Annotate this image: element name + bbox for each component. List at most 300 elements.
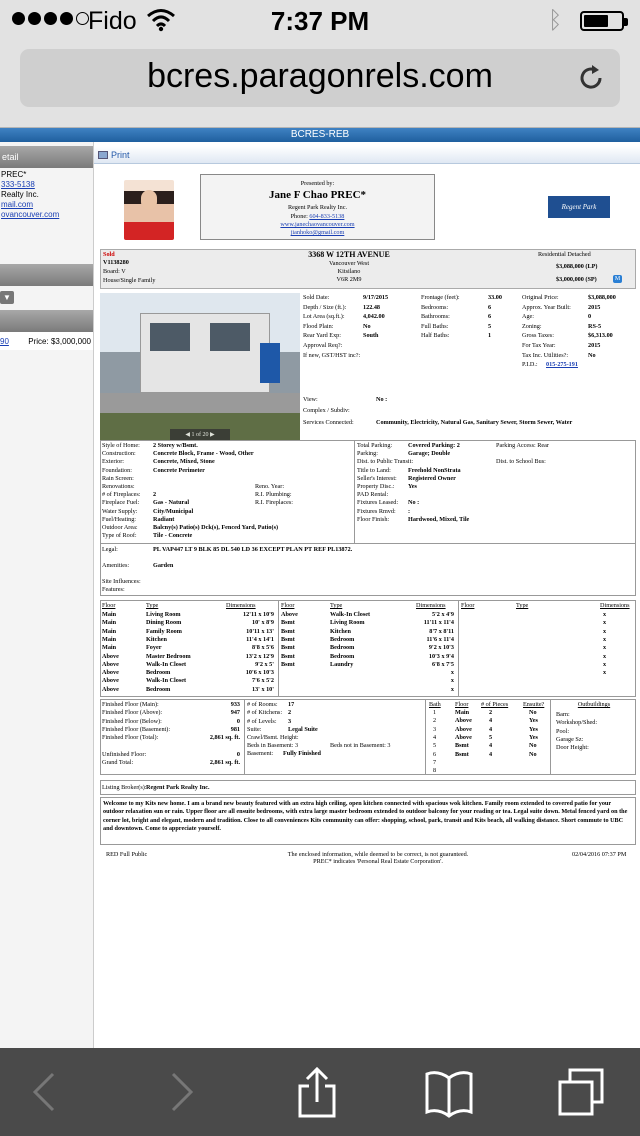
construction-label: Fuel/Heating: (102, 515, 137, 523)
parking-label: Dist. to Public Transit: (357, 458, 414, 466)
agent-info-box (200, 174, 435, 240)
detail-label: Rear Yard Exp: (303, 332, 341, 340)
bath-cell: 5 (489, 733, 493, 741)
legal-label: Legal: (102, 546, 118, 553)
bath-cell: 2 (489, 709, 493, 716)
room-dimensions: 11'4 x 14'1 (246, 635, 274, 643)
agent-company: Regent Park Realty Inc. (287, 204, 348, 211)
outbuilding-label: Pool: (556, 727, 570, 735)
parking-value: Yes (408, 483, 417, 490)
room-dimensions: 10'6 x 10'3 (245, 669, 274, 677)
room-type: Foyer (146, 644, 162, 652)
room-dimensions: x (450, 685, 454, 693)
sidebar-line[interactable]: 333-5138 (1, 180, 35, 189)
agent-email-link[interactable]: jianhoko@gmail.com (290, 229, 345, 236)
room-count-label: # of Kitchens: (247, 709, 283, 717)
reload-icon[interactable] (576, 63, 606, 93)
property-photo[interactable]: ◀ 1 of 20 ▶ (100, 293, 300, 441)
reno-label: Reno. Year: (255, 483, 285, 490)
map-icon[interactable]: M (614, 276, 621, 282)
detail-label: Age: (522, 313, 535, 321)
outbuilding-label: Garage Sz: (556, 735, 584, 743)
rooms-header: Floor (281, 602, 295, 609)
parking-extra: Parking Access: Rear (496, 442, 549, 449)
area-value: 981 (230, 725, 240, 733)
detail-value: 2015 (588, 342, 601, 349)
room-dimensions: 10'11 x 13' (246, 627, 274, 635)
pid-link[interactable]: 015-275-191 (546, 361, 578, 369)
area-label: Finished Floor (Main): (102, 701, 159, 708)
construction-value: Balcny(s) Patio(s) Dck(s), Fenced Yard, Patio(s) (153, 524, 279, 531)
detail-value: 4,042.00 (363, 313, 385, 321)
room-dimensions: 11'6 x 11'4 (426, 635, 454, 643)
print-button[interactable] (98, 150, 130, 160)
printer-icon (98, 151, 108, 159)
room-count-label: Crawl/Bsmt. Height: (247, 734, 299, 742)
area-value: 0 (236, 750, 240, 758)
room-floor: Above (281, 611, 298, 618)
construction-label: # of Fireplaces: (102, 491, 141, 499)
detail-label: Frontage (feet): (421, 294, 460, 301)
listing-mls: V1138280 (103, 259, 129, 266)
beds-basement: Beds in Basement: 3 (247, 742, 299, 749)
browser-toolbar (0, 1048, 640, 1136)
detail-label: Half Baths: (421, 332, 450, 340)
bath-cell: 4 (489, 725, 493, 733)
battery-icon (580, 11, 624, 31)
room-dimensions: 12'11 x 10'9 (243, 611, 274, 618)
room-dimensions: 8'8 x 5'6 (251, 644, 274, 652)
basement-label: Basement: (247, 750, 274, 757)
forward-icon[interactable] (156, 1066, 206, 1118)
area-value: 947 (230, 709, 240, 717)
room-type: Dining Room (146, 619, 182, 627)
rooms-header: Dimensions (600, 602, 630, 609)
reno-label: R.I. Fireplaces: (255, 499, 293, 507)
status-time: 7:37 PM (270, 6, 370, 36)
bluetooth-icon: ᛒ (548, 7, 563, 34)
parking-value: Garage; Double (408, 450, 451, 458)
phone-label: Phone: (290, 213, 308, 220)
detail-value: 6 (488, 303, 492, 311)
area-label: Finished Floor (Below): (102, 717, 162, 725)
dropdown-arrow-icon[interactable]: ▼ (0, 291, 14, 304)
rooms-header: Floor (102, 602, 116, 609)
bath-cell: 7 (433, 758, 437, 766)
outbuilding-label: Workshop/Shed: (556, 719, 598, 727)
sidebar-panel (0, 142, 94, 1048)
back-icon[interactable] (20, 1066, 70, 1118)
room-floor: Bsmt (281, 644, 295, 652)
parking-label: Floor Finish: (357, 515, 390, 523)
parking-value: No : (408, 499, 420, 507)
listing-category: Residential Detached (538, 251, 591, 258)
detail-label: P.I.D.: (522, 361, 538, 369)
detail-value: 33.00 (488, 294, 502, 301)
agent-photo (124, 180, 174, 240)
listing-area: Kitsilano (337, 268, 361, 275)
detail-value: 0 (588, 313, 592, 321)
construction-value: Tile - Concrete (153, 532, 193, 540)
bath-cell: 1 (433, 709, 437, 716)
url-text[interactable]: bcres.paragonrels.com (147, 57, 493, 95)
area-label: Finished Floor (Basement): (102, 725, 171, 733)
room-dimensions: x (603, 660, 607, 668)
room-type: Walk-In Closet (146, 660, 187, 668)
detail-label: Bedrooms: (421, 303, 449, 311)
room-floor: Bsmt (281, 652, 295, 660)
area-label: Finished Floor (Above): (102, 709, 163, 717)
area-value: 0 (236, 717, 240, 725)
room-dimensions: 5'2 x 4'9 (431, 611, 454, 618)
detail-value: $6,313.00 (588, 332, 613, 340)
detail-label: Full Baths: (421, 322, 449, 330)
construction-value: Concrete Block, Frame - Wood, Other (153, 450, 254, 458)
bath-cell: Yes (529, 725, 538, 733)
bath-header: Bath (429, 701, 441, 708)
bath-cell: No (529, 750, 537, 758)
room-floor: Above (102, 660, 119, 668)
detail-label: Zoning: (522, 322, 542, 330)
parking-value: : (408, 507, 411, 515)
site-header (0, 128, 640, 142)
construction-value: 2 Storey w/Bsmt. (153, 442, 198, 449)
construction-label: Type of Roof: (102, 532, 137, 540)
room-dimensions: x (450, 669, 454, 677)
parking-label: Fixtures Rmvd: (357, 507, 396, 515)
parking-label: Title to Land: (357, 466, 391, 474)
broker-value: Regent Park Realty Inc. (146, 784, 210, 791)
room-dimensions: 11'11 x 11'4 (423, 619, 454, 627)
room-floor: Bsmt (281, 635, 295, 643)
footer-left: RED Full Public (106, 851, 148, 858)
construction-label: Foundation: (102, 466, 132, 474)
detail-label: Approx. Year Built: (522, 303, 571, 311)
rooms-header: Dimensions (416, 602, 446, 609)
construction-label: Renovations: (102, 483, 135, 490)
parking-label: Property Disc.: (357, 483, 395, 490)
room-type: Living Room (330, 619, 365, 627)
room-floor: Main (102, 627, 117, 635)
report-toolbar (94, 146, 640, 164)
sidebar-row-price: Price: $3,000,000 (28, 337, 91, 346)
divider (458, 600, 459, 697)
bath-cell: 5 (433, 742, 437, 750)
legal-box (100, 544, 636, 596)
rooms-header: Type (330, 602, 343, 609)
room-dimensions: x (603, 644, 607, 652)
room-count-label: # of Rooms: (247, 701, 278, 708)
construction-value: Gas - Natural (153, 499, 190, 507)
brokerage-logo: Regent Park (548, 196, 610, 218)
public-remarks: Welcome to my Kits new home. I am a brand new beauty featured with an extra high ceiling, open kitchen connected with spacious wok kitchen. Family room extended to covered patio for your outdoor relaxation sun or rain. Upper floor are all ensuite bedrooms, with extra large master bedroom extended to outdoor balcony for your reading or tea. Legal suite down. Metal fenced yard on the corner lot, bright and elegant, modern and tradition. Close to all conveniences Kits community can offer: shopping, school, park, transit and Kits beach, all walking distance. Short commute to UBC and downtown. Come to appreciate yourself. (103, 800, 628, 833)
amenities-label: Amenities: (102, 562, 130, 569)
bath-header: Ensuite? (523, 701, 545, 708)
room-dimensions: x (603, 619, 607, 627)
construction-label: Fireplace Fuel: (102, 499, 140, 507)
bath-cell: Bsmt (455, 742, 469, 750)
bath-header: Floor (455, 701, 469, 708)
room-floor: Main (102, 635, 117, 643)
footer-disclaimer: The enclosed information, while deemed to be correct, is not guaranteed. (287, 851, 469, 858)
bath-cell: 4 (489, 717, 493, 725)
construction-label: Water Supply: (102, 507, 138, 515)
room-type: Family Room (146, 627, 182, 635)
room-type: Living Room (146, 611, 181, 618)
parking-value: Covered Parking: 2 (408, 442, 460, 449)
listing-city: Vancouver West (328, 260, 370, 267)
parking-value: Hardwood, Mixed, Tile (408, 515, 470, 523)
outbuilding-label: Barn: (556, 711, 570, 718)
detail-label: Original Price: (522, 294, 559, 301)
rooms-header: Type (146, 602, 159, 609)
divider (278, 600, 279, 697)
agent-phone-row (201, 213, 434, 220)
detail-label: Flood Plain: (303, 322, 334, 330)
room-floor: Above (102, 669, 119, 677)
room-dimensions: x (603, 669, 607, 677)
bath-cell: 3 (433, 725, 437, 733)
bath-cell: Yes (529, 717, 538, 725)
room-dimensions: 8'7 x 8'11 (429, 627, 454, 635)
sidebar-section-header (0, 264, 93, 286)
room-count-value: 2 (288, 709, 292, 717)
divider (354, 440, 355, 544)
sidebar-select-row (0, 286, 93, 310)
sidebar-row-id[interactable]: 90 (0, 337, 9, 346)
presented-by: Presented by: (300, 180, 335, 187)
room-dimensions: x (603, 611, 607, 618)
room-floor: Main (102, 611, 117, 618)
listing-type: House/Single Family (103, 277, 156, 284)
sidebar-line: PREC* (1, 170, 27, 179)
outbuildings-header: Outbuildings (577, 701, 611, 708)
room-floor: Bsmt (281, 660, 295, 668)
construction-value: Concrete Perimeter (153, 466, 205, 474)
detail-label: Approval Req?: (303, 342, 343, 349)
room-floor: Above (102, 685, 119, 693)
room-dimensions: x (603, 627, 607, 635)
room-count-label: # of Levels: (247, 717, 277, 725)
detail-value: No (588, 351, 596, 359)
listing-address: 3368 W 12TH AVENUE (308, 250, 390, 259)
bath-cell: 2 (433, 717, 437, 725)
construction-value: 2 (153, 491, 157, 499)
beds-not-basement: Beds not in Basement: 3 (330, 742, 391, 749)
room-count-label: Suite: (247, 725, 262, 733)
construction-label: Rain Screen: (102, 474, 134, 482)
tabs-icon[interactable] (556, 1066, 606, 1118)
area-label: Unfinished Floor: (102, 750, 147, 758)
detail-label: Gross Taxes: (522, 332, 554, 340)
room-count-value: 3 (288, 717, 292, 725)
bath-cell: Above (455, 717, 472, 725)
view-value: No : (376, 396, 388, 403)
sidebar-section-header-2 (0, 310, 93, 332)
bath-cell: Bsmt (455, 750, 469, 758)
parking-extra: Dist. to School Bus: (496, 458, 546, 466)
parking-label: Total Parking: (357, 442, 393, 449)
room-dimensions: 13'2 x 12'9 (245, 652, 274, 660)
status-bar (0, 0, 640, 40)
rooms-header: Type (516, 602, 529, 609)
detail-value: 1 (488, 332, 492, 340)
room-type: Walk-In Closet (146, 677, 187, 685)
construction-value: City/Municipal (153, 507, 194, 515)
area-value: 2,861 sq. ft. (209, 759, 240, 767)
parking-value: Freehold NonStrata (408, 466, 461, 474)
broker-label: Listing Broker(s): (102, 784, 147, 791)
detail-value: $3,088,000 (588, 294, 616, 301)
divider (244, 699, 245, 775)
room-type: Bedroom (146, 685, 171, 693)
construction-value: Concrete, Mixed, Stone (153, 458, 215, 466)
agent-phone-link[interactable]: 604-833-5138 (309, 213, 345, 220)
detail-value: 9/17/2015 (363, 294, 389, 301)
listing-status: Sold (103, 251, 115, 258)
room-dimensions: x (603, 652, 607, 660)
site-influences-label: Site Influences: (102, 578, 141, 585)
room-dimensions: 7'6 x 5'2 (251, 677, 274, 685)
bath-cell: Above (455, 725, 472, 733)
room-type: Bedroom (330, 635, 355, 643)
detail-value: 2015 (588, 303, 601, 311)
construction-label: Construction: (102, 450, 136, 458)
bath-cell: 4 (489, 750, 493, 758)
bath-cell: Above (455, 733, 472, 741)
bath-cell: Yes (529, 733, 538, 741)
room-type: Bedroom (146, 669, 171, 677)
listing-postal: V6R 2M9 (336, 276, 362, 283)
amenities-value: Garden (153, 562, 174, 569)
bath-cell: No (529, 742, 537, 750)
divider (425, 699, 426, 775)
carrier-name: Fido (88, 7, 137, 35)
bath-header: # of Pieces (481, 701, 509, 708)
room-dimensions: x (603, 635, 607, 643)
detail-label: Bathrooms: (421, 313, 450, 321)
detail-value: No (363, 322, 371, 330)
outbuilding-label: Door Height: (556, 744, 589, 752)
basement-value: Fully Finished (283, 750, 321, 757)
room-floor: Main (102, 619, 117, 627)
parking-label: PAD Rental: (357, 491, 389, 499)
room-dimensions: 10'3 x 9'4 (428, 652, 454, 660)
room-type: Walk-In Closet (330, 611, 371, 618)
web-page (0, 128, 640, 1048)
room-floor: Above (102, 677, 119, 685)
area-label: Grand Total: (102, 759, 134, 767)
detail-value: RS-5 (588, 322, 602, 330)
rooms-header: Dimensions (226, 602, 256, 609)
sidebar-line[interactable]: ovancouver.com (1, 210, 60, 219)
listing-report (98, 166, 638, 1036)
detail-label: Lot Area (sq.ft.): (303, 313, 345, 321)
detail-value: 6 (488, 313, 492, 321)
room-type: Kitchen (330, 627, 351, 635)
room-type: Kitchen (146, 635, 167, 643)
room-floor: Bsmt (281, 627, 295, 635)
bath-cell: 6 (433, 750, 437, 758)
room-type: Laundry (330, 660, 354, 668)
construction-label: Style of Home: (102, 442, 140, 449)
sidebar-line: Realty Inc. (1, 190, 39, 199)
area-label: Finished Floor (Total): (102, 734, 159, 742)
photo-counter: 1 of 20 (191, 432, 209, 438)
bath-cell: Main (455, 709, 470, 716)
room-dimensions: 13' x 10' (251, 685, 274, 693)
bookmarks-icon[interactable] (424, 1066, 474, 1118)
footer-prec-note: PREC* indicates 'Personal Real Estate Corporation'. (313, 858, 443, 865)
sidebar-agent-info (0, 168, 93, 264)
services-label: Services Connected: (303, 419, 354, 426)
bath-cell: 4 (489, 742, 493, 750)
address-bar[interactable] (20, 49, 620, 107)
detail-label: If new, GST/HST inc?: (303, 351, 361, 359)
room-floor: Main (102, 644, 117, 652)
share-icon[interactable] (292, 1066, 342, 1118)
room-floor: Above (102, 652, 119, 660)
complex-label: Complex / Subdiv: (303, 407, 350, 414)
site-title: BCRES-REB (290, 129, 350, 140)
construction-value: Radiant (153, 515, 175, 523)
detail-label: Sold Date: (303, 294, 330, 301)
room-dimensions: x (450, 677, 454, 685)
browser-chrome (0, 0, 640, 128)
agent-name: Jane F Chao PREC* (268, 189, 367, 201)
room-count-value: Legal Suite (288, 725, 318, 733)
agent-website-link[interactable]: www.janechaovancouver.com (280, 221, 355, 228)
detail-label: Depth / Size (ft.): (303, 303, 347, 311)
bath-cell: 8 (433, 767, 437, 775)
reno-label: R.I. Plumbing: (255, 491, 292, 499)
sidebar-header: etail (0, 146, 93, 168)
listing-board: Board: V (103, 268, 126, 275)
view-label: View: (303, 396, 318, 403)
parking-label: Fixtures Leased: (357, 499, 399, 507)
room-type: Bedroom (330, 652, 355, 660)
area-value: 2,861 sq. ft. (209, 734, 240, 742)
detail-value: 122.48 (363, 303, 381, 311)
bath-cell: 4 (433, 733, 437, 741)
detail-value: 5 (488, 322, 492, 330)
rooms-header: Floor (461, 602, 475, 609)
bath-cell: No (529, 709, 537, 716)
detail-label: For Tax Year: (522, 342, 556, 349)
area-value: 933 (230, 701, 240, 708)
room-floor: Bsmt (281, 619, 295, 627)
room-count-value: 17 (288, 701, 295, 708)
legal-value: PL VAP447 LT 9 BLK 85 DL 540 LD 36 EXCEPT PLAN PT REF PL13872. (153, 546, 353, 553)
parking-value: Registered Owner (408, 474, 456, 482)
room-type: Master Bedroom (146, 652, 191, 660)
divider (550, 699, 551, 775)
print-label: Print (111, 150, 130, 160)
construction-label: Exterior: (102, 458, 124, 466)
sidebar-result-row[interactable] (0, 332, 93, 350)
services-value: Community, Electricity, Natural Gas, Sanitary Sewer, Storm Sewer, Water (376, 419, 573, 426)
detail-label: Tax Inc. Utilities?: (522, 351, 569, 359)
detail-value: South (363, 332, 379, 340)
room-dimensions: 9'2 x 5' (255, 660, 274, 668)
parking-label: Parking: (357, 450, 378, 458)
footer-timestamp: 02/04/2016 07:37 PM (572, 851, 627, 858)
parking-label: Seller's Interest: (357, 474, 397, 482)
sidebar-line[interactable]: mail.com (1, 200, 34, 209)
list-price: $3,088,000 (LP) (556, 263, 598, 270)
room-dimensions: 9'2 x 10'3 (428, 644, 454, 652)
room-dimensions: 10' x 8'9 (251, 619, 274, 627)
